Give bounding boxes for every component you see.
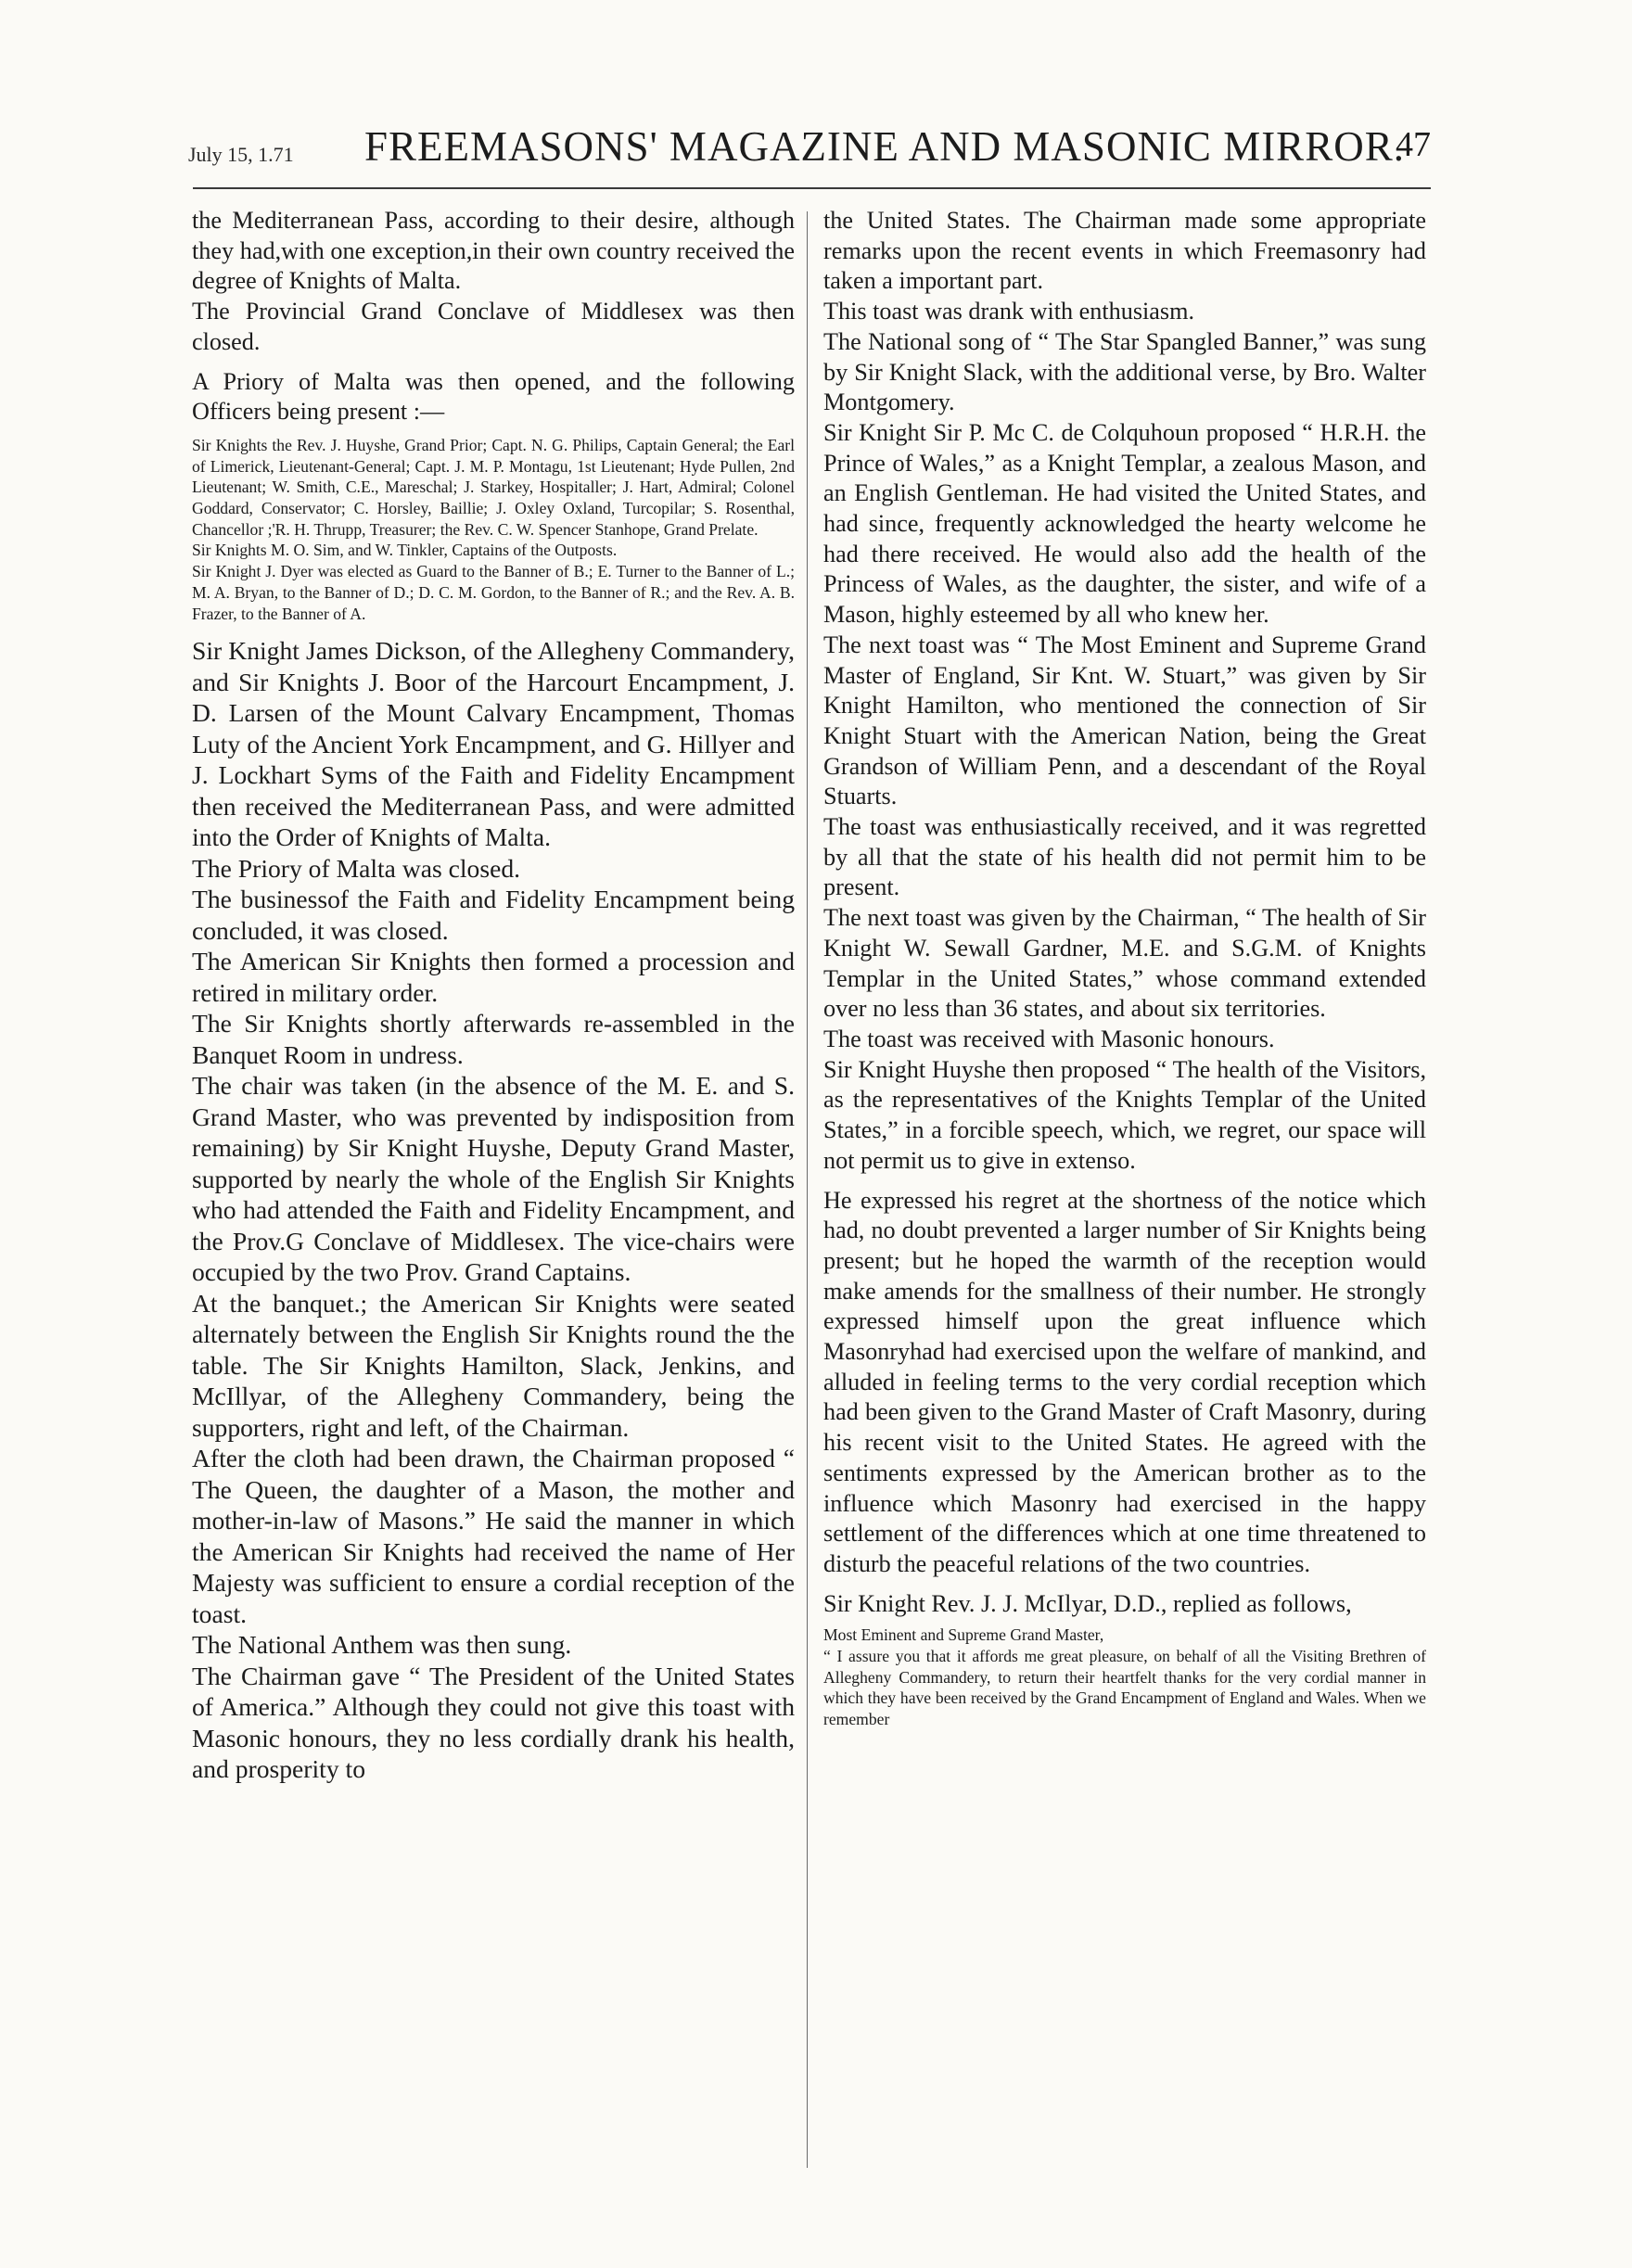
paragraph: This toast was drank with enthusiasm.: [823, 298, 1195, 325]
paragraph: The businessof the Faith and Fidelity Encampment being concluded, it was closed.: [192, 885, 795, 945]
small-paragraph: Sir Knights M. O. Sim, and W. Tinkler, Captains of the Outposts.: [192, 541, 618, 560]
paragraph: the Mediterranean Pass, according to their desire, although they had,with one exception,in their own country received the degree of Knights of Malta.: [192, 207, 795, 295]
right-column: [823, 206, 1426, 2227]
paragraph: The Chairman gave “ The President of the United States of America.” Although they could not give this toast with Masonic honours, they no less cordially drank his health, and prosperity to: [192, 1661, 795, 1784]
small-paragraph: Most Eminent and Supreme Grand Master,: [823, 1625, 1104, 1645]
masthead-title: FREEMASONS' MAGAZINE AND MASONIC MIRROR.: [364, 123, 1405, 170]
column-divider: [807, 211, 808, 2168]
paragraph: The National Anthem was then sung.: [192, 1630, 572, 1660]
paragraph: He expressed his regret at the shortness of the notice which had, no doubt prevented a larger number of Sir Knights being present; but he hoped the warmth of the reception would make amends for the smallness of their number. He strongly expressed himself upon the great influence which Masonryhad had exercised upon the welfare of mankind, and alluded in feeling terms to the very cordial reception which had been given to the Grand Master of Craft Masonry, during his recent visit to the United States. He agreed with the sentiments expressed by the American brother as to the influence which Masonry had exercised in the happy settlement of the differences which at one time threatened to disturb the peaceful relations of the two countries.: [823, 1186, 1426, 1577]
paragraph: A Priory of Malta was then opened, and the following Officers being present :—: [192, 367, 795, 426]
small-paragraph: Sir Knights the Rev. J. Huyshe, Grand Prior; Capt. N. G. Philips, Captain General; the Earl of Limerick, Lieutenant-General; Capt. J. M. P. Montagu, 1st Lieutenant; Hyde Pullen, 2nd Lieutenant; W. Smith, C.E., Mareschal; J. Starkey, Hospitaller; J. Hart, Admiral; Colonel Goddard, Conservator; C. Horsley, Baillie; J. Oxley Oxland, Turcopilar; S. Rosenthal, Chancellor ;'R. H. Thrupp, Treasurer; the Rev. C. W. Spencer Stanhope, Grand Prelate.: [192, 435, 795, 539]
paragraph: The Sir Knights shortly afterwards re-assembled in the Banquet Room in undress.: [192, 1009, 795, 1069]
paragraph: the United States. The Chairman made some appropriate remarks upon the recent events in which Freemasonry had taken a important part.: [823, 207, 1426, 295]
paragraph: Sir Knight Rev. J. J. McIlyar, D.D., replied as follows,: [823, 1589, 1352, 1617]
paragraph: The next toast was “ The Most Eminent and Supreme Grand Master of England, Sir Knt. W. Stuart,” was given by Sir Knight Hamilton, who mentioned the connection of Sir Knight Stuart with the American Nation, being the Great Grandson of William Penn, and a descendant of the Royal Stuarts.: [823, 631, 1426, 810]
page-number: 47: [1396, 125, 1431, 164]
paragraph: Sir Knight James Dickson, of the Allegheny Commandery, and Sir Knights J. Boor of the Harcourt Encampment, J. D. Larsen of the Mount Calvary Encampment, Thomas Luty of the Ancient York Encampment, and G. Hillyer and J. Lockhart Syms of the Faith and Fidelity Encampment then received the Mediterranean Pass, and were admitted into the Order of Knights of Malta.: [192, 636, 795, 852]
paragraph: The toast was enthusiastically received, and it was regretted by all that the state of his health did not permit him to be present.: [823, 813, 1426, 901]
reply-excerpt: [823, 1625, 1426, 1730]
page-header: [188, 119, 1431, 174]
paragraph: Sir Knight Huyshe then proposed “ The health of the Visitors, as the representatives of the Knights Templar of the United States,” in a forcible speech, which, we regret, our space will not permit us to give in extenso.: [823, 1055, 1426, 1174]
paragraph: Sir Knight Sir P. Mc C. de Colquhoun proposed “ H.R.H. the Prince of Wales,” as a Knight Templar, a zealous Mason, and an English Gentleman. He had visited the United States, and had since, frequently acknowledged the hearty welcome he had there received. He would also add the health of the Princess of Wales, as the daughter, the sister, and wife of a Mason, highly esteemed by all who knew her.: [823, 418, 1426, 629]
paragraph: The toast was received with Masonic honours.: [823, 1025, 1275, 1052]
paragraph: The Provincial Grand Conclave of Middlesex was then closed.: [192, 298, 795, 355]
issue-date: July 15, 1.71: [188, 143, 294, 166]
officers-list: [192, 435, 795, 624]
paragraph: The Priory of Malta was closed.: [192, 853, 521, 883]
left-column: [192, 206, 795, 2227]
header-rule: [193, 187, 1431, 189]
small-paragraph: Sir Knight J. Dyer was elected as Guard to the Banner of B.; E. Turner to the Banner of L.; M. A. Bryan, to the Banner of D.; D. C. M. Gordon, to the Banner of R.; and the Rev. A. B. Frazer, to the Banner of A.: [192, 562, 795, 623]
small-paragraph: “ I assure you that it affords me great pleasure, on behalf of all the Visiting Brethren of Allegheny Commandery, to return their heartfelt thanks for the very cordial manner in which they have been received by the Grand Encampment of England and Wales. When we remember: [823, 1647, 1426, 1729]
paragraph: The next toast was given by the Chairman, “ The health of Sir Knight W. Sewall Gardner, M.E. and S.G.M. of Knights Templar in the United States,” whose command extended over no less than 36 states, and about six territories.: [823, 904, 1426, 1023]
paragraph: At the banquet.; the American Sir Knights were seated alternately between the English Sir Knights round the the table. The Sir Knights Hamilton, Slack, Jenkins, and McIllyar, of the Allegheny Commandery, being the supporters, right and left, of the Chairman.: [192, 1288, 795, 1442]
paragraph: The chair was taken (in the absence of the M. E. and S. Grand Master, who was prevented by indisposition from remaining) by Sir Knight Huyshe, Deputy Grand Master, supported by nearly the whole of the English Sir Knights who had attended the Faith and Fidelity Encampment, and the Prov.G Conclave of Middlesex. The vice-chairs were occupied by the two Prov. Grand Captains.: [192, 1071, 795, 1287]
paragraph: After the cloth had been drawn, the Chairman proposed “ The Queen, the daughter of a Mason, the mother and mother-in-law of Masons.” He said the manner in which the American Sir Knights had received the name of Her Majesty was sufficient to ensure a cordial reception of the toast.: [192, 1444, 795, 1628]
paragraph: The National song of “ The Star Spangled Banner,” was sung by Sir Knight Slack, with the additional verse, by Bro. Walter Montgomery.: [823, 327, 1426, 416]
paragraph: The American Sir Knights then formed a procession and retired in military order.: [192, 947, 795, 1007]
